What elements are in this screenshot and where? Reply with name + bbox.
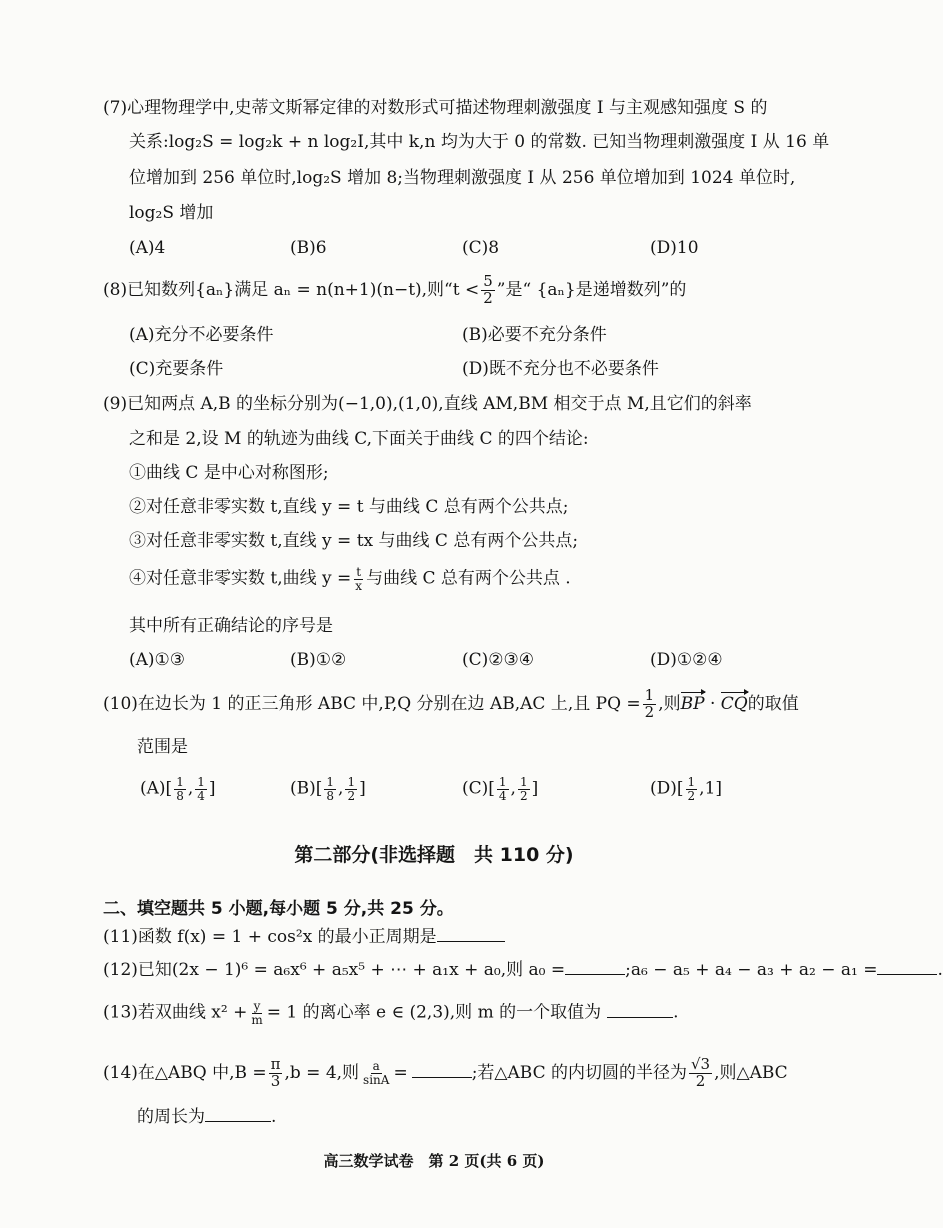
q10-a-label: (A)[ (140, 778, 173, 799)
q7-line3: 位增加到 256 单位时,log₂S 增加 8;当物理刺激强度 I 从 256 单位增加到 1024 单位时, (129, 168, 796, 188)
page-footer: 高三数学试卷 第 2 页(共 6 页) (323, 1152, 545, 1170)
q10-a-n1: 1 (176, 775, 184, 789)
q14-n2: a (372, 1059, 380, 1074)
q11-answer-blank[interactable] (437, 927, 505, 942)
q10-c-d1: 4 (498, 788, 507, 803)
q14-d: ;若△ABC 的内切圆的半径为 (471, 1062, 687, 1083)
q7-line2: 关系:log₂S = log₂k + n log₂I,其中 k,n 均为大于 0 的常数. 已知当物理刺激强度 I 从 16 单 (129, 132, 830, 152)
q8-option-b: (B)必要不充分条件 (462, 325, 607, 345)
q9-line1: (9)已知两点 A,B 的坐标分别为(−1,0),(1,0),直线 AM,BM 相交于点 M,且它们的斜率 (103, 394, 752, 414)
q14-line1 (103, 1057, 788, 1090)
q10-stem-c: 的取值 (747, 693, 799, 714)
q8-option-c: (C)充要条件 (129, 359, 224, 379)
q10-c-label: (C)[ (462, 778, 495, 799)
q9-option-b: (B)①② (290, 650, 347, 670)
q14-e: ,则△ABC (714, 1062, 788, 1083)
q9-c4-b: 与曲线 C 总有两个公共点 . (366, 568, 571, 589)
q12-a: (12)已知(2x − 1)⁶ = a₆x⁶ + a₅x⁵ + ⋯ + a₁x + a₀,则 a₀ = (103, 960, 566, 980)
q7-option-d: (D)10 (650, 238, 699, 258)
q14-n3: √3 (691, 1055, 711, 1073)
q10-a-frac2 (195, 776, 207, 802)
q9-option-c: (C)②③④ (462, 650, 534, 670)
q12-c: . (937, 960, 943, 980)
q7-option-c: (C)8 (462, 238, 500, 258)
q10-option-a: (A)[ $\frac{1}{8}$ , $\frac{1}{4}$ ] (140, 775, 216, 803)
q9-c4-num: t (356, 565, 362, 579)
q12-blank-sum[interactable] (877, 960, 937, 975)
q10-fraction (643, 688, 657, 721)
q10-option-c: (C)[ $\frac{1}{4}$ , $\frac{1}{2}$ ] (462, 775, 539, 803)
q10-d-end: ,1] (699, 778, 723, 799)
q9-conclusion-4 (129, 566, 571, 592)
q7-line1: (7)心理物理学中,史蒂文斯幂定律的对数形式可描述物理刺激强度 I 与主观感知强度 S 的 (103, 98, 768, 118)
q10-a-n2: 1 (197, 775, 205, 789)
q11-text: (11)函数 f(x) = 1 + cos²x 的最小正周期是 (103, 927, 437, 947)
q8-stem-a: (8)已知数列{aₙ}满足 aₙ = n(n+1)(n−t),则“t < (103, 279, 480, 300)
q10-d-n1: 1 (687, 775, 696, 789)
q13-answer-blank[interactable] (607, 1003, 673, 1018)
q14-c: = (393, 1062, 408, 1083)
q10-b-n2: 1 (347, 775, 356, 789)
q10-c-end: ] (531, 778, 539, 799)
q14-line2-text: 的周长为 (137, 1107, 205, 1127)
q14-frac-radius (689, 1057, 712, 1090)
q7-option-a: (A)4 (129, 238, 166, 258)
q9-c4-a: ④对任意非零实数 t,曲线 y = (129, 568, 352, 589)
q9-c4-fraction (353, 566, 364, 592)
q9-conclusion-3: ③对任意非零实数 t,直线 y = tx 与曲线 C 总有两个公共点; (129, 531, 579, 551)
q13-b: = 1 的离心率 e ∈ (2,3),则 m 的一个取值为 (266, 1002, 602, 1023)
q14-line2 (137, 1105, 276, 1129)
q9-ask: 其中所有正确结论的序号是 (129, 616, 333, 636)
q10-option-b: (B)[ $\frac{1}{8}$ , $\frac{1}{2}$ ] (290, 775, 366, 803)
q14-d2: sinA (363, 1072, 390, 1087)
q10-b-d2: 2 (347, 788, 356, 803)
q8-frac-num: 5 (483, 272, 493, 290)
q10-dot: · (704, 693, 721, 714)
q10-b-label: (B)[ (290, 778, 323, 799)
q7-option-b: (B)6 (290, 238, 327, 258)
q14-d3: 2 (695, 1071, 706, 1090)
q13-num: y (253, 999, 261, 1013)
part2-title: 第二部分(非选择题 共 110 分) (294, 844, 574, 866)
q8-stem (103, 274, 686, 307)
q13-fraction (249, 1000, 264, 1026)
q13-c: . (673, 1002, 679, 1023)
q13-a: (13)若双曲线 x² + (103, 1002, 248, 1023)
q9-option-a: (A)①③ (129, 650, 186, 670)
q14-b: ,b = 4,则 (284, 1062, 360, 1083)
q10-c-n2: 1 (519, 775, 528, 789)
q8-option-a: (A)充分不必要条件 (129, 325, 274, 345)
q14-frac-b (269, 1057, 283, 1090)
q10-b-frac1 (324, 776, 336, 802)
q8-stem-b: ”是“ {aₙ}是递增数列”的 (496, 279, 687, 300)
q10-line2: 范围是 (137, 737, 188, 757)
q10-stem-b: ,则 (658, 693, 681, 714)
q13-line (103, 1000, 679, 1026)
q10-d-frac1 (686, 776, 698, 802)
q9-conclusion-2: ②对任意非零实数 t,直线 y = t 与曲线 C 总有两个公共点; (129, 497, 569, 517)
q10-option-d (650, 776, 722, 802)
q11-line (103, 925, 505, 949)
q9-line2: 之和是 2,设 M 的轨迹为曲线 C,下面关于曲线 C 的四个结论: (129, 429, 589, 449)
q10-c-frac2 (518, 776, 530, 802)
q10-vector-bp: BP (680, 693, 705, 714)
q10-b-n1: 1 (326, 775, 335, 789)
q10-frac-den: 2 (644, 702, 655, 721)
q10-c-n1: 1 (498, 775, 507, 789)
q14-f: . (271, 1107, 277, 1127)
q14-n1: π (270, 1055, 281, 1073)
q14-blank-ratio[interactable] (412, 1063, 472, 1078)
q10-frac-num: 1 (644, 686, 655, 704)
q14-frac-ratio (361, 1060, 391, 1086)
q9-option-d: (D)①②④ (650, 650, 723, 670)
q10-stem-a: (10)在边长为 1 的正三角形 ABC 中,P,Q 分别在边 AB,AC 上,且 PQ = (103, 693, 641, 714)
q13-den: m (251, 1012, 263, 1027)
q12-blank-a0[interactable] (565, 960, 625, 975)
q10-a-frac1 (174, 776, 186, 802)
q14-a: (14)在△ABQ 中,B = (103, 1062, 267, 1083)
q9-c4-den: x (355, 578, 363, 593)
q10-a-end: ] (208, 778, 216, 799)
q8-fraction (481, 274, 495, 307)
q12-b: ;a₆ − a₅ + a₄ − a₃ + a₂ − a₁ = (625, 960, 878, 980)
q10-b-frac2 (345, 776, 357, 802)
q12-line (103, 958, 943, 982)
q10-vector-cq: CQ (720, 693, 748, 714)
q14-d1: 3 (270, 1071, 281, 1090)
q10-stem (103, 688, 799, 721)
q8-frac-den: 2 (483, 288, 493, 307)
q10-c-d2: 2 (519, 788, 528, 803)
q10-c-frac1 (497, 776, 509, 802)
q10-a-d1: 8 (176, 788, 184, 803)
q10-a-d2: 4 (197, 788, 205, 803)
q14-blank-perimeter[interactable] (205, 1107, 271, 1122)
section2-heading: 二、填空题共 5 小题,每小题 5 分,共 25 分。 (103, 899, 454, 919)
q10-d-label: (D)[ (650, 778, 684, 799)
q7-line4: log₂S 增加 (129, 203, 214, 223)
q10-b-d1: 8 (326, 788, 335, 803)
q10-b-end: ] (359, 778, 366, 799)
q10-d-d1: 2 (687, 788, 696, 803)
q9-conclusion-1: ①曲线 C 是中心对称图形; (129, 463, 329, 483)
q8-option-d: (D)既不充分也不必要条件 (462, 359, 659, 379)
